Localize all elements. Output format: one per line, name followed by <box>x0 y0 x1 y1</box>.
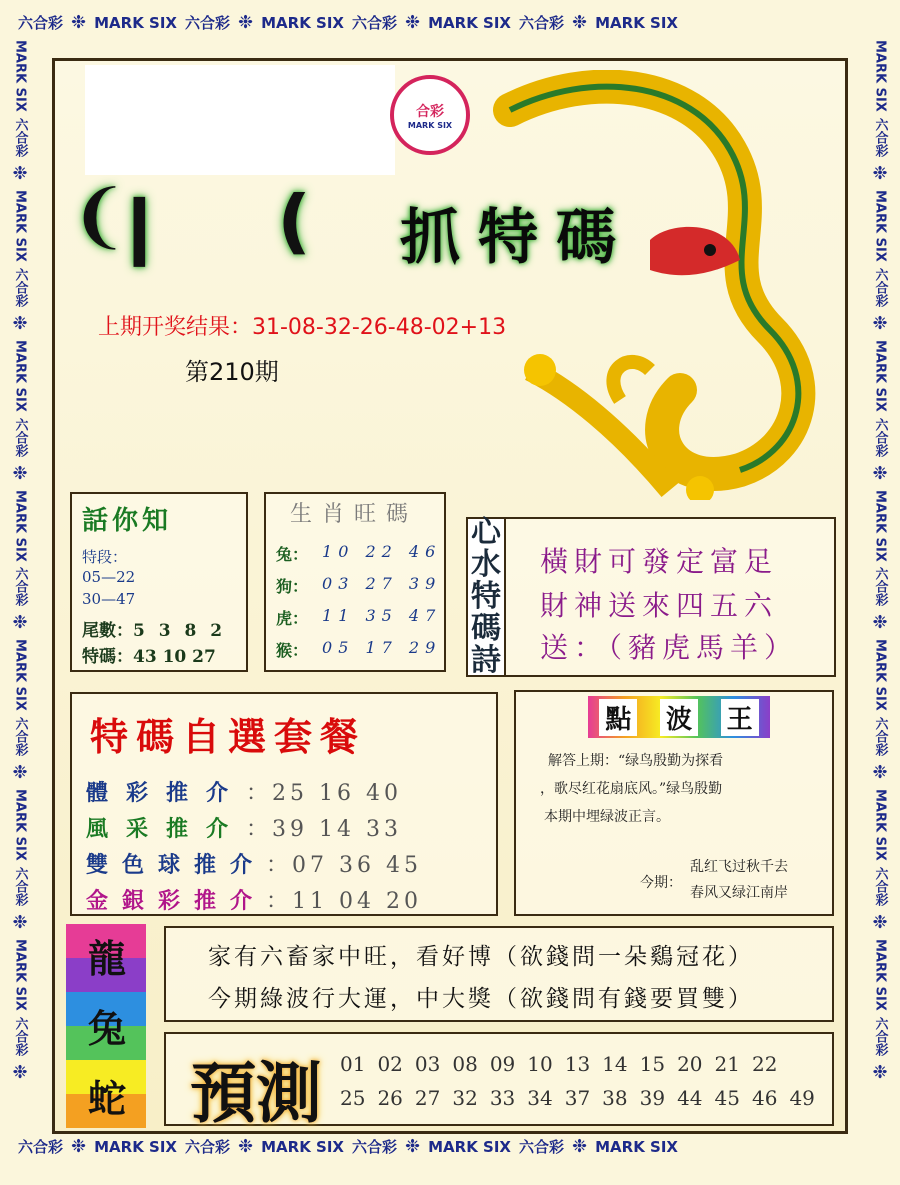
bottom-frame-band <box>0 1136 900 1176</box>
dbw-line-3: 本期中埋绿波正言。 <box>544 809 670 825</box>
flower-icon: ❉ <box>12 612 28 634</box>
band-mark-text: MARK SIX <box>872 939 888 1011</box>
dbw-line-1: 解答上期：“绿鸟殷勤为探看 <box>548 753 724 769</box>
left-frame-band <box>4 40 36 1140</box>
poem-label-char: 心 <box>471 515 501 550</box>
logo-cn: 合彩 <box>416 103 444 120</box>
prediction-number: 26 <box>377 1086 403 1110</box>
band-mark-text: MARK SIX <box>595 13 678 32</box>
main-title: 抓特碼 <box>400 203 634 273</box>
zodiac-numbers: 03 27 39 <box>322 574 442 593</box>
band-mark-text: MARK SIX <box>872 639 888 712</box>
flower-icon: ❉ <box>872 312 888 334</box>
package-row-label: 體彩推介 <box>86 780 247 806</box>
flower-icon: ❉ <box>872 612 888 634</box>
band-cn-text: 六合彩 <box>519 1138 565 1156</box>
flower-icon: ❉ <box>71 12 87 33</box>
band-cn-text: 六合彩 <box>352 14 398 32</box>
prediction-number: 39 <box>639 1086 666 1110</box>
zodiac-row <box>276 638 441 661</box>
tail-label: 尾數： <box>82 621 133 641</box>
band-mark-text: MARK SIX <box>872 40 888 112</box>
prediction-number: 15 <box>639 1052 666 1076</box>
zodiac-name: 兔： <box>276 545 309 564</box>
poem-line-2: 財神送來四五六 <box>540 589 779 622</box>
prediction-number: 20 <box>677 1052 703 1076</box>
band-cn-text: 六合彩 <box>872 417 888 457</box>
flower-icon: ❉ <box>12 312 28 334</box>
zodiac-name: 狗： <box>276 577 309 596</box>
issue-number: 第210期 <box>185 358 279 386</box>
flower-icon: ❉ <box>238 12 254 33</box>
zodiac-numbers: 10 22 46 <box>322 542 442 561</box>
band-mark-text: MARK SIX <box>12 639 28 712</box>
band-mark-text: MARK SIX <box>12 789 28 862</box>
band-mark-text: MARK SIX <box>872 189 888 262</box>
band-mark-text: MARK SIX <box>595 1137 678 1156</box>
package-row: 體彩推介：25 16 40 <box>86 780 402 806</box>
package-row-label: 雙色球推介 <box>86 852 267 878</box>
band-cn-text: 六合彩 <box>12 867 28 907</box>
band-cn-text: 六合彩 <box>12 117 28 157</box>
title-glyph-mid: ❙ <box>110 185 169 267</box>
title-glyph-right: ❪ <box>265 180 324 262</box>
zodiac-numbers: 11 35 47 <box>322 606 442 625</box>
prediction-number: 21 <box>714 1052 740 1076</box>
right-frame-band <box>864 40 896 1140</box>
band-cn-text: 六合彩 <box>519 14 565 32</box>
poem-line-1: 橫財可發定富足 <box>540 545 779 578</box>
prediction-number: 22 <box>751 1052 778 1076</box>
zodiac-name: 虎： <box>276 609 309 628</box>
prediction-number: 14 <box>602 1052 628 1076</box>
band-cn-text: 六合彩 <box>185 14 231 32</box>
band-mark-text: MARK SIX <box>872 489 888 562</box>
prediction-row-1 <box>340 1052 777 1076</box>
side-zodiac-2: 兔 <box>88 1006 127 1051</box>
band-cn-text: 六合彩 <box>12 1016 28 1056</box>
band-cn-text: 六合彩 <box>872 1016 888 1056</box>
prediction-number: 08 <box>452 1052 478 1076</box>
band-cn-text: 六合彩 <box>352 1138 398 1156</box>
band-cn-text: 六合彩 <box>18 14 64 32</box>
prediction-number: 27 <box>414 1086 441 1110</box>
package-row: 風采推介：39 14 33 <box>86 816 402 842</box>
prediction-number: 45 <box>714 1086 740 1110</box>
band-mark-text: MARK SIX <box>94 1137 177 1156</box>
prediction-number: 38 <box>602 1086 628 1110</box>
flower-icon: ❉ <box>872 912 888 934</box>
band-mark-text: MARK SIX <box>12 40 28 112</box>
band-cn-text: 六合彩 <box>12 417 28 457</box>
flower-icon: ❉ <box>12 762 28 784</box>
package-row: 雙色球推介：07 36 45 <box>86 852 422 878</box>
prediction-number: 01 <box>340 1052 366 1076</box>
flower-icon: ❉ <box>12 1061 28 1083</box>
segment-2: 30—47 <box>82 590 136 608</box>
prediction-number: 25 <box>340 1086 366 1110</box>
slogan-line-1: 家有六畜家中旺，看好博（欲錢問一朵鷄冠花） <box>208 944 754 970</box>
flower-icon: ❉ <box>572 12 588 33</box>
flower-icon: ❉ <box>872 162 888 184</box>
band-cn-text: 六合彩 <box>872 267 888 307</box>
prediction-number: 44 <box>677 1086 703 1110</box>
package-row-nums: 11 04 20 <box>292 889 422 914</box>
package-row: 金銀彩推介：11 04 20 <box>86 888 422 914</box>
band-cn-text: 六合彩 <box>872 717 888 757</box>
band-mark-text: MARK SIX <box>872 339 888 412</box>
zodiac-row <box>276 606 441 629</box>
prediction-number: 32 <box>452 1086 478 1110</box>
band-mark-text: MARK SIX <box>261 13 344 32</box>
banner-char: 點 <box>599 699 637 736</box>
side-zodiac-3: 蛇 <box>88 1076 127 1121</box>
zodiac-title: 生肖旺碼 <box>290 502 419 527</box>
special-values: 43 10 27 <box>133 647 216 667</box>
flower-icon: ❉ <box>12 462 28 484</box>
band-cn-text: 六合彩 <box>12 267 28 307</box>
band-mark-text: MARK SIX <box>428 1137 511 1156</box>
prediction-number: 02 <box>377 1052 403 1076</box>
flower-icon: ❉ <box>872 762 888 784</box>
band-cn-text: 六合彩 <box>18 1138 64 1156</box>
dbw-today-1: 乱红飞过秋千去 <box>690 859 788 875</box>
banner-char: 波 <box>660 699 698 736</box>
dbw-today-2: 春风又绿江南岸 <box>690 885 788 901</box>
band-mark-text: MARK SIX <box>12 939 28 1011</box>
side-zodiac-1: 龍 <box>88 936 127 981</box>
flower-icon: ❉ <box>12 162 28 184</box>
dbw-today-label: 今期： <box>640 875 682 891</box>
band-cn-text: 六合彩 <box>12 567 28 607</box>
tail-values: 5 3 8 2 <box>133 621 227 641</box>
tail-row <box>82 616 226 641</box>
flower-icon: ❉ <box>405 1136 421 1157</box>
band-mark-text: MARK SIX <box>261 1137 344 1156</box>
title-glyph-left: ❨ <box>70 175 129 257</box>
flower-icon: ❉ <box>238 1136 254 1157</box>
band-mark-text: MARK SIX <box>12 339 28 412</box>
package-row-nums: 07 36 45 <box>292 853 422 878</box>
zodiac-row <box>276 542 441 565</box>
poem-label-char: 碼 <box>471 611 501 646</box>
hua-ni-zhi-title: 話你知 <box>82 506 173 536</box>
zodiac-row <box>276 574 441 597</box>
special-label: 特碼： <box>82 647 133 667</box>
band-cn-text: 六合彩 <box>185 1138 231 1156</box>
prediction-number: 46 <box>751 1086 778 1110</box>
segment-label: 特段： <box>82 548 128 566</box>
band-mark-text: MARK SIX <box>428 13 511 32</box>
band-cn-text: 六合彩 <box>872 867 888 907</box>
band-mark-text: MARK SIX <box>94 13 177 32</box>
package-row-label: 金銀彩推介 <box>86 888 267 914</box>
band-cn-text: 六合彩 <box>12 717 28 757</box>
last-result: 上期开奖结果：31-08-32-26-48-02+13 <box>98 315 507 340</box>
band-cn-text: 六合彩 <box>872 567 888 607</box>
band-mark-text: MARK SIX <box>12 189 28 262</box>
special-row <box>82 642 216 667</box>
top-frame-band <box>0 12 900 52</box>
poem-label-char: 特 <box>471 579 501 614</box>
prediction-title: 預測 <box>190 1054 322 1132</box>
prediction-number: 37 <box>564 1086 591 1110</box>
flower-icon: ❉ <box>872 1061 888 1083</box>
package-row-label: 風采推介 <box>86 816 247 842</box>
prediction-number: 10 <box>527 1052 553 1076</box>
package-row-nums: 25 16 40 <box>272 781 402 806</box>
poem-label-char: 詩 <box>471 643 501 678</box>
banner-char: 王 <box>721 699 759 736</box>
poem-label <box>466 517 506 677</box>
slogan-line-2: 今期綠波行大運，中大獎（欲錢問有錢要買雙） <box>208 986 754 1012</box>
poem-line-3: 送：（豬虎馬羊） <box>540 631 799 664</box>
prediction-row-2 <box>340 1086 815 1110</box>
package-title: 特碼自選套餐 <box>90 714 367 759</box>
mark-six-logo <box>390 75 470 155</box>
flower-icon: ❉ <box>405 12 421 33</box>
prediction-number: 03 <box>414 1052 441 1076</box>
package-row-nums: 39 14 33 <box>272 817 402 842</box>
band-mark-text: MARK SIX <box>872 789 888 862</box>
dbw-line-2: ，歌尽红花扇底风。”绿鸟殷勤 <box>540 781 723 797</box>
flower-icon: ❉ <box>12 912 28 934</box>
prediction-number: 09 <box>489 1052 516 1076</box>
dragon-illustration <box>470 70 850 500</box>
dian-bo-wang-banner <box>588 696 770 738</box>
prediction-number: 34 <box>527 1086 553 1110</box>
band-cn-text: 六合彩 <box>872 117 888 157</box>
prediction-number: 13 <box>564 1052 591 1076</box>
flower-icon: ❉ <box>572 1136 588 1157</box>
band-mark-text: MARK SIX <box>12 489 28 562</box>
prediction-number: 49 <box>789 1086 815 1110</box>
logo-en: MARK SIX <box>407 120 453 130</box>
zodiac-name: 猴： <box>276 641 309 660</box>
header-blank <box>85 65 395 175</box>
flower-icon: ❉ <box>71 1136 87 1157</box>
flower-icon: ❉ <box>872 462 888 484</box>
prediction-number: 33 <box>489 1086 516 1110</box>
segment-1: 05—22 <box>82 568 136 586</box>
poem-label-char: 水 <box>471 547 501 582</box>
zodiac-numbers: 05 17 29 <box>322 638 442 657</box>
